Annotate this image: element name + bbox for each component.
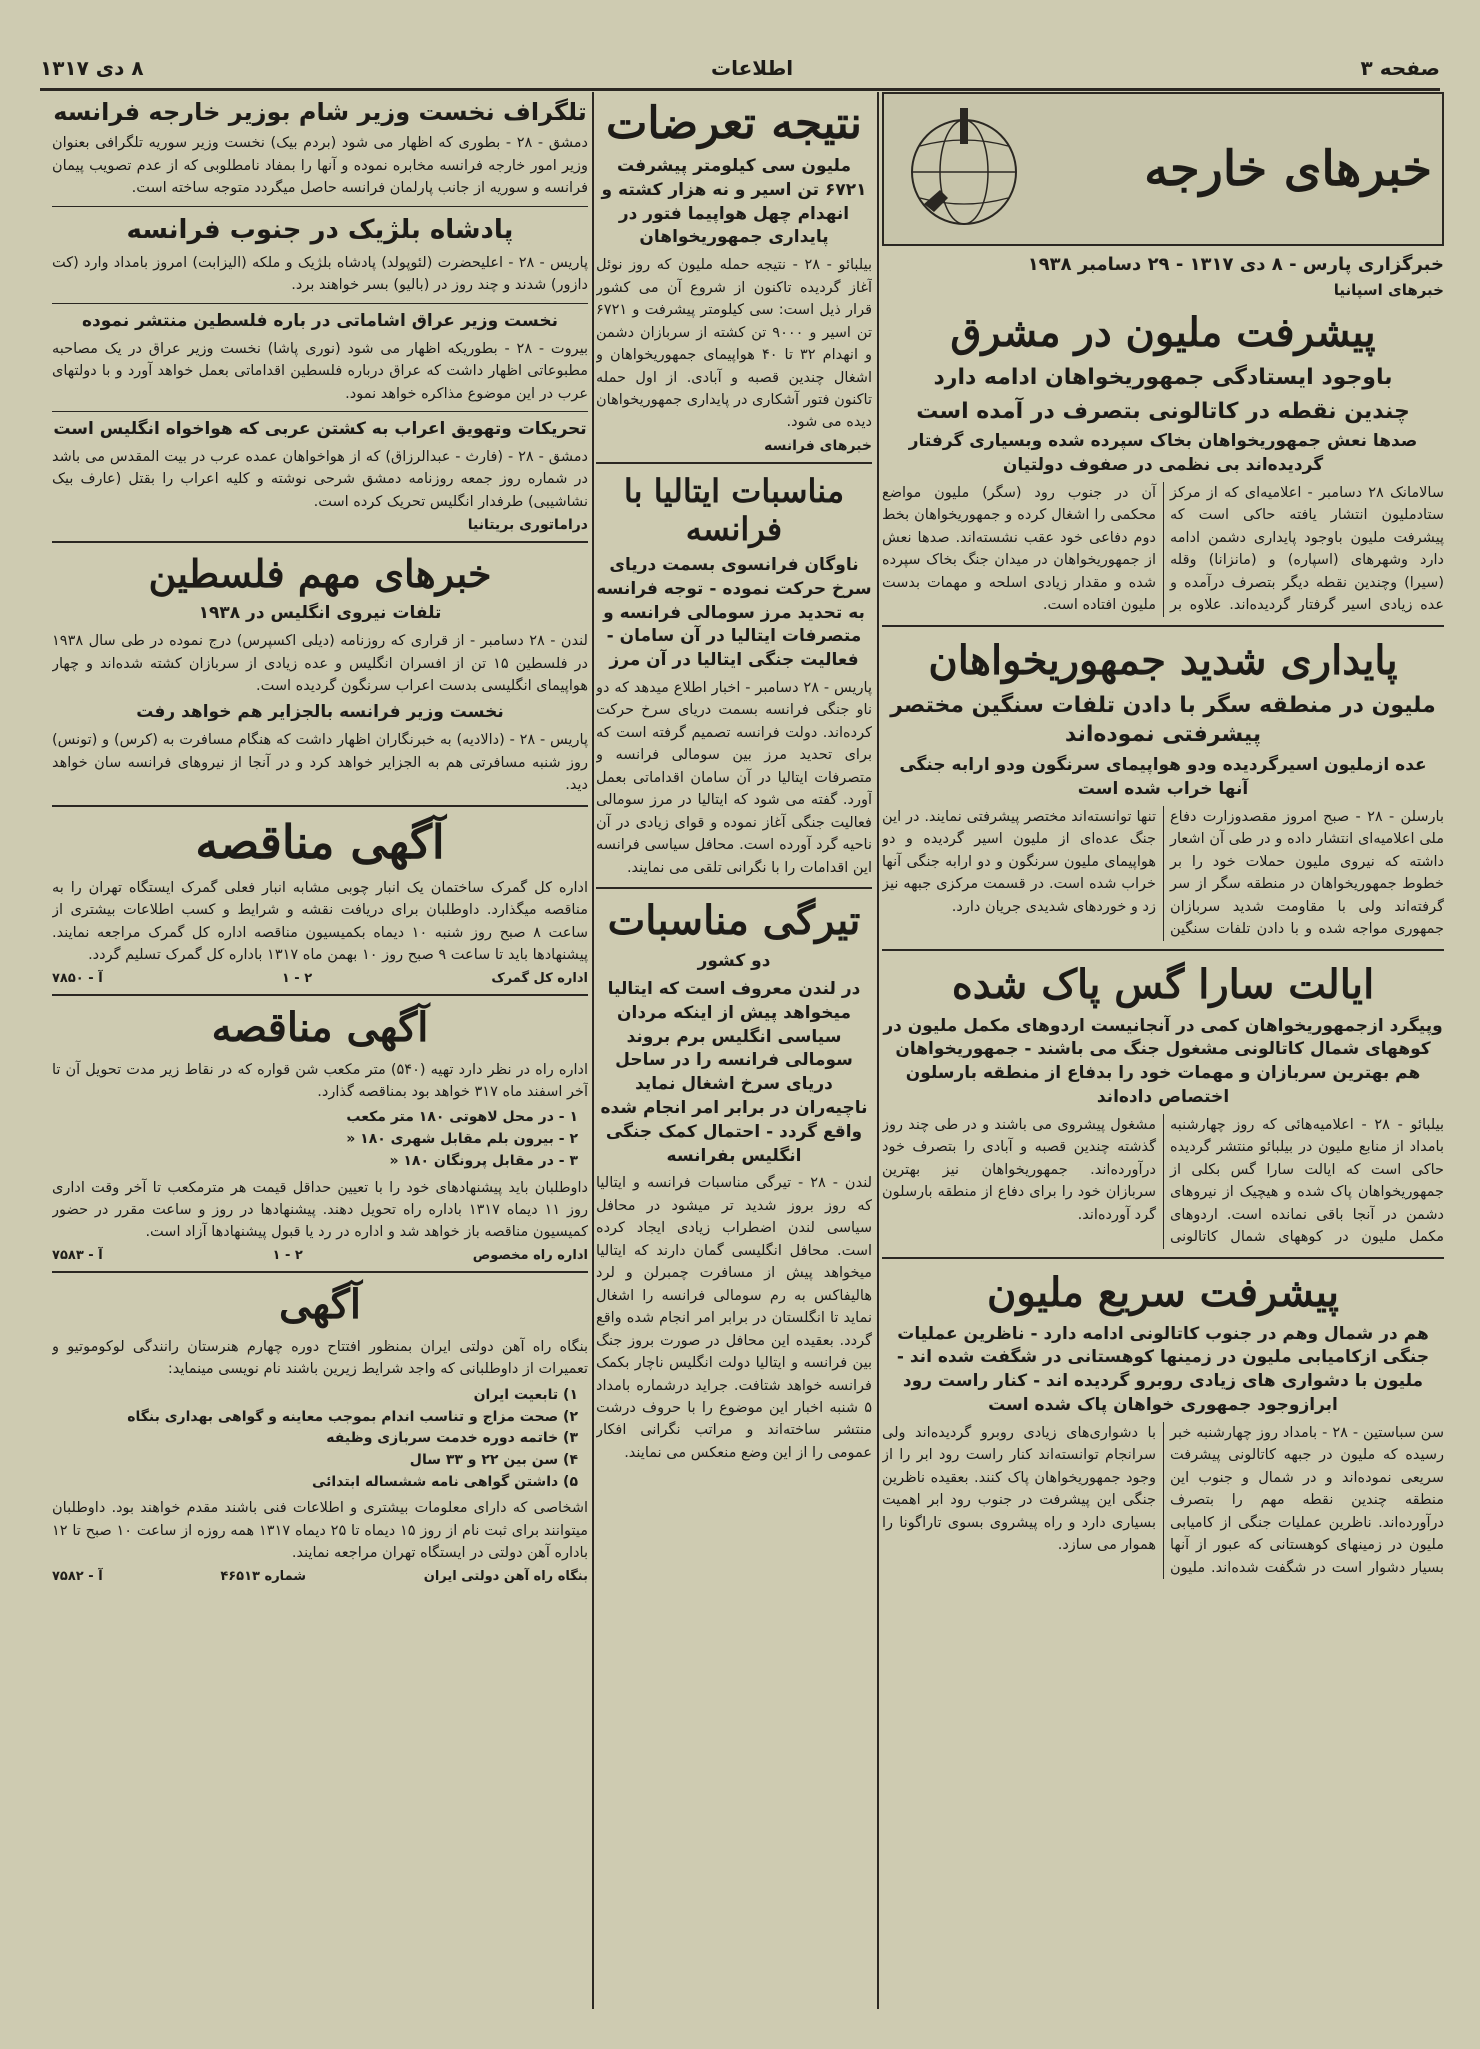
column-middle (596, 92, 872, 2009)
column-rule (592, 92, 594, 2009)
ad-title: آگهی مناقصه (211, 1003, 429, 1051)
list-item: ۴) سن بین ۲۲ و ۳۳ سال (409, 1451, 578, 1468)
section-masthead (882, 92, 1444, 246)
ad-footer (52, 1248, 588, 1263)
section-title: خبرهای خارجه (1144, 141, 1432, 197)
divider (596, 462, 872, 464)
headline: نخست وزیر عراق اشاماتی در باره فلسطین منتشر نموده (82, 310, 558, 331)
divider (882, 1257, 1444, 1259)
list-item: ۱) تابعیت ایران (473, 1386, 578, 1403)
article-body: سالامانک ۲۸ دسامبر - اعلامیه‌ای که از مرکز ستادملیون انتشار یافته حاکی است که پیشرفت ملیون باوجود پایداری دشمن ادامه دارد وشهرهای (اسپاره) و (مانزانا) وقله (سیرا) وچندین نقطه دیگر بتصرف درآمده و عده زیادی اسیر گرفتار گردیده‌اند. علاوه بر آن در جنوب رود (سگر) ملیون مواضع محکمی را اشغال کرده و جمهوریخواهان بخط دوم دفاعی خود عقب نشسته‌اند. صدها نعش از جمهوریخواهان در میدان جنگ بخاک سپرده شده و مقدار زیادی اسلحه و مهمات بدست ملیون افتاده است. (882, 484, 1444, 614)
column-left (52, 92, 588, 2009)
headline: پیشرفت سریع ملیون (987, 1268, 1339, 1316)
ad-ref: آ - ۷۵۸۳ (52, 1247, 103, 1263)
headline: نتیجه تعرضات (605, 98, 863, 149)
divider (52, 303, 588, 304)
article-body: پاریس - ۲۸ - اعلیحضرت (لئوپولد) پادشاه بلژیک و ملکه (الیزابت) امروز بامداد وارد (کت دازور) شدند و چند روز در (بالیو) بسر خواهند برد. (52, 254, 588, 294)
globe-icon (894, 104, 1034, 234)
ad-ref: ۲ - ۱ (281, 970, 313, 986)
article-body: بیروت - ۲۸ - بطوریکه اظهار می شود (نوری پاشا) نخست وزیر عراق در یک مصاحبه مطبوعاتی اظهار داشت که عراق درباره فلسطین اقداماتی بعمل خواهد آورد و با دولتهای عرب در این موضوع مذاکره خواهد نمود. (52, 340, 588, 402)
deck: صدها نعش جمهوریخواهان بخاک سپرده شده وبسیاری گرفتار گردیده‌اند بی نظمی در صفوف دولتیان (908, 431, 1418, 476)
deck: ناوگان فرانسوی بسمت دریای سرخ حرکت نموده - توجه فرانسه به تحدید مرز سومالی فرانسه و متصرفات ایتالیا در آن سامان - فعالیت جنگی ایتالیا در آن مرز (596, 554, 872, 671)
header-rule (40, 88, 1440, 91)
header-page-number: صفحه ۳ (1360, 56, 1440, 80)
ad-footer (52, 971, 588, 986)
headline: ایالت سارا گس پاک شده (951, 960, 1375, 1008)
ad-body: داوطلبان باید پیشنهادهای خود را با تعیین حداقل قیمت هر مترمکعب تا آخر وقت اداری روز ۱۱ دیماه ۱۳۱۷ باداره راه تحویل دهند. پیشنهادها در روز و ساعت مقرر در حضور کمیسیون مناقصه باز خواهد شد و اداره در رد یا قبول پیشنهادها آزاد است. (52, 1179, 588, 1241)
ad-footer (52, 1569, 588, 1584)
ad-ref: شماره ۴۶۵۱۳ (220, 1568, 307, 1584)
article-body: پاریس - ۲۸ - (دالادیه) به خبرنگاران اظهار داشت که هنگام مسافرت به (کرس) و (تونس) روز شنبه مسافرتی هم به الجزایر خواهد کرد و در آنجا از نیروهای فرانسه سان خواهد دید. (52, 732, 588, 794)
ad-ref: آ - ۷۵۸۲ (52, 1568, 103, 1584)
ad-signature: بنگاه راه آهن دولتی ایران (423, 1568, 588, 1584)
list-item: ۲ - بیرون بلم مقابل شهری ۱۸۰ « (346, 1131, 578, 1148)
header-date: ۸ دی ۱۳۱۷ (40, 56, 144, 80)
section-tag: دراماتوری بریتانیا (467, 517, 588, 534)
divider (596, 887, 872, 889)
article-body: بیلبائو - ۲۸ - نتیجه حمله ملیون که روز نوئل آغاز گردیده تاکنون از شروع آن می کشور قرار ذیل است: سی کیلومتر پیشرفت و ۶۷۲۱ تن اسیر و ۹۰۰۰ تن کشته از سربازان دشمن و انهدام ۳۲ تا ۴۰ هواپیمای جمهوریخواهان و اشغال چندین قصبه و آبادی. از اول حمله تاکنون فتور آشکاری در پایداری جمهوریخواهان دیده می شود. (596, 257, 872, 431)
divider (52, 1271, 588, 1273)
ad-items (62, 1107, 578, 1172)
headline: پیشرفت ملیون در مشرق (950, 309, 1376, 356)
subheadline: چندین نقطه در کاتالونی بتصرف در آمده است (916, 398, 1410, 424)
subheadline: دو کشور (697, 951, 771, 972)
deck: ملیون سی کیلومتر پیشرفت ۶۷۲۱ تن اسیر و نه هزار کشته و انهدام چهل هواپیما فتور در پایداری جمهوریخواهان (601, 156, 867, 248)
deck: هم در شمال وهم در جنوب کاتالونی ادامه دارد - ناظرین عملیات جنگی ازکامیابی ملیون در زمینها کوهستانی در شگفت شده اند - ملیون با دشواری های زیادی روبرو گردیده اند - کنار راست رود ابرازوجود جمهوری خواهان پاک شده است (896, 1323, 1430, 1415)
ad-body: اداره کل گمرک ساختمان یک انبار چوبی مشابه انبار فعلی گمرک ایستگاه تهران را به مناقصه میگذارد. داوطلبان برای دریافت نقشه و شرایط و کسب اطلاعات بیشتری از ساعت ۸ صبح روز شنبه ۱۰ دیماه بکمیسیون مناقصه اداره کل گمرک مراجعه نمایند. پیشنهادها باید تا ساعت ۹ صبح روز ۱۰ بهمن ماه ۱۳۱۷ باداره کل گمرک تسلیم گردد. (52, 879, 588, 964)
article-body: بارسلن - ۲۸ - صبح امروز مقصدوزارت دفاع ملی اعلامیه‌ای انتشار داده و در طی آن اشعار داشته که نیروی ملیون حملات خود را بر خطوط جمهوریخواهان در منطقه سگر از سر گرفته‌اند ولی با مقاومت شدید سربازان جمهوری مواجه شده و با دادن تلفات سنگین تنها توانسته‌اند مختصر پیشرفتی نمایند. در این جنگ عده‌ای از ملیون اسیر گردیده و دو هواپیمای ملیون سرنگون و دو ارابه جنگی آنها خراب شده است. در قسمت مرکزی جبهه نیز زد و خوردهای شدیدی جریان دارد. (882, 808, 1444, 938)
headline: تیرگی مناسبات (607, 897, 861, 945)
list-item: ۳) خاتمه دوره خدمت سربازی وظیفه (326, 1430, 578, 1447)
ad-title: آگهی (279, 1280, 361, 1328)
header-paper-name: اطلاعات (710, 56, 794, 80)
headline: پادشاه بلژیک در جنوب فرانسه (126, 214, 514, 245)
deck: وپیگرد ازجمهوریخواهان کمی در آنجانیست اردوهای مکمل ملیون در کوههای شمال کاتالونی مشغول جنگ می باشند - جمهوریخواهان هم بهترین سربازان و مهمات خود را بدفاع از منطقه بارسلون اختصاص داده‌اند (883, 1015, 1443, 1107)
article-body: بیلبائو - ۲۸ - اعلامیه‌هائی که روز چهارشنبه بامداد از منابع ملیون در بیلبائو منتشر گردیده حاکی است که ایالت سارا گس بکلی از جمهوریخواهان پاک شده و هیچیک از نیروهای دشمن در آنجا باقی نمانده است. اردوهای مکمل ملیون در کوههای شمال کاتالونی مشغول پیشروی می باشند و در طی چند روز گذشته چندین قصبه و آبادی را بتصرف خود درآورده‌اند. جمهوریخواهان نیز بهترین سربازان خود را برای دفاع از منطقه بارسلون گرد آورده‌اند. (882, 1116, 1444, 1246)
ad-body: اداره راه در نظر دارد تهیه (۵۴۰) متر مکعب شن قواره که در نقاط زیر مدت تحویل آن تا آخر اسفند ماه ۳۱۷ خواهد بود بمناقصه گذارد. (52, 1061, 588, 1100)
subheadline: باوجود ایستادگی جمهوریخواهان ادامه دارد (933, 365, 1393, 390)
article-body: دمشق - ۲۸ - بطوری که اظهار می شود (بردم بیک) نخست وزیر سوریه تلگرافی بعنوان وزیر امور خارجه فرانسه مخابره نموده و آنها را بمفاد نامطلوبی که از عدم تصویب پیمان فرانسه و سوریه از جانب پارلمان فرانسه حاصل میگردد متوجه ساخته است. (52, 135, 588, 197)
list-item: ۱ - در محل لاهوتی ۱۸۰ متر مکعب (346, 1109, 578, 1126)
ad-ref: آ - ۷۸۵۰ (52, 970, 103, 986)
deck: در لندن معروف است که ایتالیا میخواهد پیش از اینکه مردان سیاسی انگلیس برم بروند سومالی فرانسه را در ساحل دریای سرخ اشغال نماید ناچیه‌ران در برابر امر انجام شده واقع گردد - احتمال کمک جنگی انگلیس بفرانسه (600, 978, 868, 1166)
headline: نخست وزیر فرانسه بالجزایر هم خواهد رفت (136, 702, 504, 723)
article-body: دمشق - ۲۸ - (فارث - عبدالرزاق) که از هواخواهان عمده عرب در بیت المقدس می باشد در شماره روز جمعه روزنامه دمشق شرحی نوشته و کلیه اعراب را بقتل (عارف بیک نشاشیبی) طرفدار انگلیس تحریک کرده است. (52, 448, 588, 510)
headline: تلگراف نخست وزیر شام بوزیر خارجه فرانسه (53, 98, 587, 126)
headline: تحریکات وتهویق اعراب به کشتن عربی که هواخواه انگلیس است (53, 419, 587, 440)
section-tag: خبرهای اسپانیا (1333, 281, 1444, 299)
article-body: لندن - ۲۸ دسامبر - از قراری که روزنامه (دیلی اکسپرس) درج نموده در طی سال ۱۹۳۸ در فلسطین ۱۵ تن از افسران انگلیس و عده زیادی از سربازان کشته شده‌اند و چهار هواپیمای انگلیسی بدست اعراب سرنگون گردیده است. (52, 633, 588, 694)
subheadline: ملیون در منطقه سگر با دادن تلفات سنگین مختصر پیشرفتی نموده‌اند (890, 692, 1436, 748)
headline: پایداری شدید جمهوریخواهان (928, 636, 1398, 684)
ad-title: آگهی مناقصه (195, 814, 445, 869)
divider (882, 625, 1444, 627)
page-header (40, 48, 1440, 88)
ad-items (62, 1385, 578, 1493)
ad-body: بنگاه راه آهن دولتی ایران بمنظور افتتاح دوره چهارم هنرستان رانندگی لوکوموتیو و تعمیرات از داوطلبانی که واجد شرایط زیرین باشند نام نویسی مینماید: (52, 1338, 588, 1378)
article-body: سن سباستین - ۲۸ - بامداد روز چهارشنبه خبر رسیده که ملیون در جبهه کاتالونی پیشرفت سریعی نموده‌اند و در شمال و جنوب این منطقه چندین نقطه مهم را بتصرف درآورده‌اند. ناظرین عملیات جنگی از کامیابی ملیون در زمینهای کوهستانی که عبور از آنها بسیار دشوار است در شگفت شده‌اند. ملیون با دشواری‌های زیادی روبرو گردیده‌اند ولی سرانجام توانسته‌اند کنار راست رود ابر را از وجود جمهوریخواهان پاک کنند. بعقیده ناظرین جنگی این پیشرفت در جنوب رود ابر اهمیت بسیاری دارد و راه پیشروی بسوی تاراگونا را هموار می سازد. (882, 1424, 1444, 1576)
list-item: ۵) داشتن گواهی نامه ششساله ابتدائی (312, 1473, 578, 1490)
dateline: خبرگزاری پارس - ۸ دی ۱۳۱۷ - ۲۹ دسامبر ۱۹۳۸ (1027, 254, 1444, 275)
list-item: ۲) صحت مزاج و تناسب اندام بموجب معاینه و گواهی بهداری بنگاه (127, 1408, 578, 1425)
article-body: پاریس - ۲۸ دسامبر - اخبار اطلاع میدهد که دو ناو جنگی فرانسه بسمت دریای سرخ حرکت کرده‌اند. دولت فرانسه تصمیم گرفته است که برای تحدید مرز بین سومالی فرانسه و متصرفات ایتالیا در آن سامان اقداماتی بعمل آورد. گفته می شود که ایتالیا در مرز سومالی فعالیت جنگی آغاز نموده و قوای زیادی در آن ناحیه گرد آورده است. محافل سیاسی فرانسه این اقدامات را با نگرانی تلقی می نمایند. (596, 679, 872, 876)
divider (52, 805, 588, 807)
section-tag: خبرهای فرانسه (764, 437, 872, 454)
article-body: لندن - ۲۸ - تیرگی مناسبات فرانسه و ایتالیا که روز بروز شدید تر میشود در محافل سیاسی لندن اضطراب زیادی ایجاد کرده است. محافل انگلیسی گمان دارند که ایتالیا میخواهد پیش از مسافرت چمبرلن و لرد هالیفاکس به رم سومالی فرانسه را اشغال نماید تا انگلستان در برابر امر انجام شده واقع گردد. بعقیده این محافل در صورت بروز جنگ بین فرانسه و ایتالیا دولت انگلیس ناچار بکمک فرانسه خواهد شتافت. جراید درشماره بامداد ۵ شنبه اخبار این موضوع را با حروف درشت منتشر ساخته‌اند و مراتب نگرانی افکار عمومی را از این وضع منعکس می نمایند. (596, 1175, 872, 1461)
ad-body: اشخاصی که دارای معلومات بیشتری و اطلاعات فنی باشند مقدم خواهند بود. داوطلبان میتوانند برای ثبت نام از روز ۱۵ دیماه تا ۲۵ دیماه ۱۳۱۷ همه روزه از ساعت ۱۰ صبح تا ۱۲ باداره آهن دولتی در ایستگاه تهران مراجعه نمایند. (52, 1500, 588, 1562)
subheadline: تلفات نیروی انگلیس در ۱۹۳۸ (198, 603, 442, 624)
ad-ref: ۲ - ۱ (272, 1247, 303, 1263)
divider (52, 206, 588, 207)
divider (882, 949, 1444, 951)
divider (52, 411, 588, 412)
headline: خبرهای مهم فلسطین (148, 551, 492, 597)
divider (52, 541, 588, 543)
deck: عده ازملیون اسیرگردیده ودو هواپیمای سرنگون ودو ارابه جنگی آنها خراب شده است (899, 755, 1427, 799)
list-item: ۳ - در مقابل پرونگان ۱۸۰ « (389, 1152, 578, 1169)
divider (52, 994, 588, 996)
column-foreign-news (882, 92, 1444, 2009)
column-rule (877, 92, 879, 2009)
ad-signature: اداره راه مخصوص (472, 1247, 588, 1263)
headline: مناسبات ایتالیا با فرانسه (623, 471, 845, 548)
ad-signature: اداره کل گمرک (491, 970, 588, 986)
